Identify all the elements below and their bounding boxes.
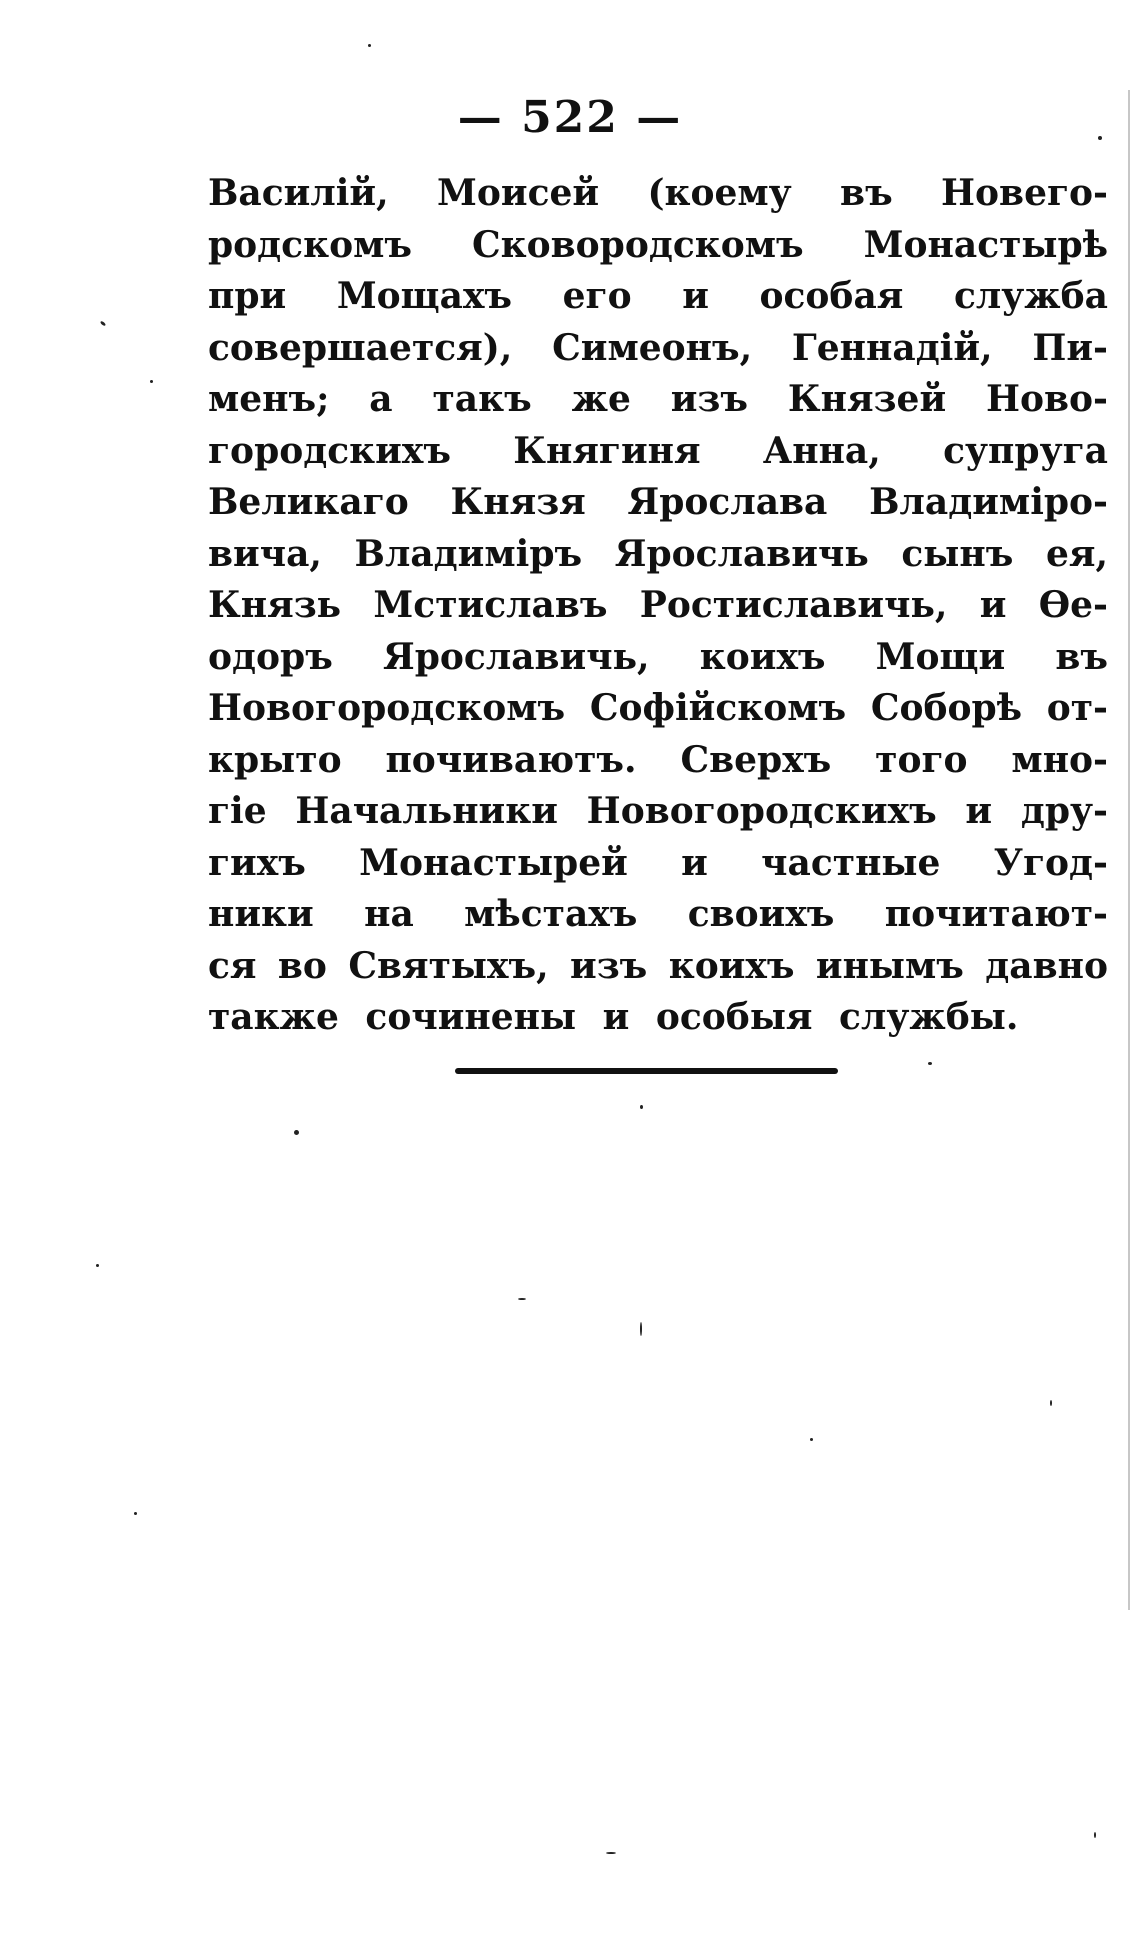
text-line: крыто почиваютъ. Сверхъ того мно- xyxy=(208,738,1108,781)
page-edge-shadow xyxy=(1128,90,1130,1610)
text-line: Василій, Моисей (коему въ Новего- xyxy=(208,172,1108,214)
scan-speck xyxy=(1094,1832,1096,1838)
body-text xyxy=(208,168,1108,1044)
end-ornament-rule xyxy=(455,1068,838,1074)
scan-speck xyxy=(134,1512,137,1515)
scan-speck xyxy=(150,380,153,383)
scan-speck xyxy=(368,44,371,47)
text-line: гихъ Монастырей и частные Угод- xyxy=(208,841,1108,884)
text-line: Великаго Князя Ярослава Владиміро- xyxy=(208,481,1108,523)
text-line-final: также сочинены и особыя службы. xyxy=(208,996,1019,1038)
scan-speck xyxy=(100,320,107,326)
text-line: при Мощахъ его и особая служба xyxy=(208,275,1108,317)
scan-speck xyxy=(1098,136,1102,140)
scan-speck xyxy=(640,1105,643,1109)
text-line: вича, Владиміръ Ярославичь сынъ ея, xyxy=(208,532,1108,575)
scan-speck xyxy=(1050,1400,1052,1406)
text-line: ники на мѣстахъ своихъ почитают- xyxy=(208,893,1108,935)
scan-speck xyxy=(928,1062,932,1065)
text-line: ся во Святыхъ, изъ коихъ инымъ давно xyxy=(208,944,1108,987)
text-line: менъ; а такъ же изъ Князей Ново- xyxy=(208,378,1108,420)
page-number: — 522 — xyxy=(457,92,683,143)
scan-speck xyxy=(810,1438,813,1441)
text-line: совершается), Симеонъ, Геннадій, Пи- xyxy=(208,326,1108,369)
text-line: городскихъ Княгиня Анна, супруга xyxy=(208,429,1108,472)
text-line: гіе Начальники Новогородскихъ и дру- xyxy=(208,790,1108,832)
scan-speck xyxy=(96,1264,99,1267)
scan-speck xyxy=(606,1852,616,1854)
text-line: одоръ Ярославичь, коихъ Мощи въ xyxy=(208,635,1108,678)
text-line: родскомъ Сковородскомъ Монастырѣ xyxy=(208,223,1108,266)
scan-speck xyxy=(518,1298,526,1300)
scan-speck xyxy=(640,1322,642,1336)
scan-speck xyxy=(294,1130,299,1135)
text-line: Князь Мстиславъ Ростиславичь, и Ѳе- xyxy=(208,584,1108,626)
text-line: Новогородскомъ Софійскомъ Соборѣ от- xyxy=(208,687,1108,729)
